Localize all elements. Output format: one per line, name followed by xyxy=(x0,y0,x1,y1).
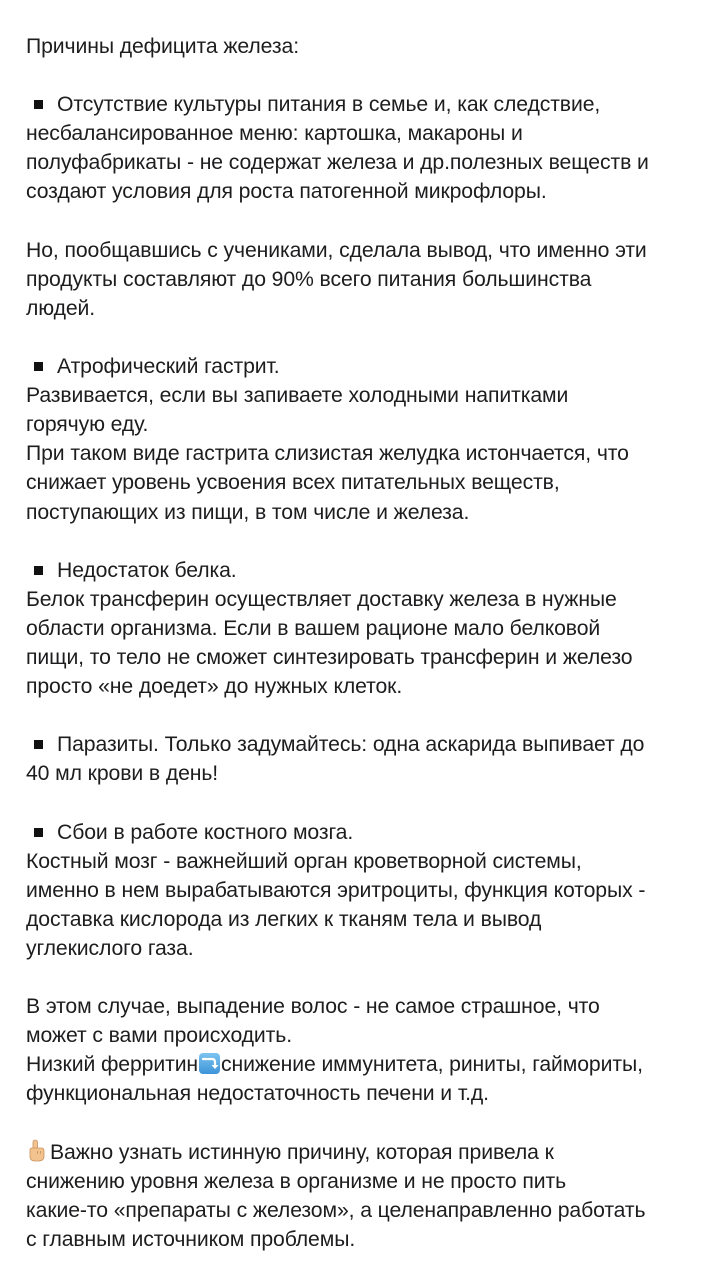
index-pointing-up-icon xyxy=(26,1139,48,1163)
right-arrow-curving-down-icon xyxy=(199,1053,220,1074)
advice-text-line: какие-то «препараты с железом», а целенаправленно работать xyxy=(26,1198,646,1222)
cause-text-line: горячую еду. xyxy=(26,413,149,437)
black-square-bullet-icon xyxy=(34,566,43,575)
black-square-bullet-icon xyxy=(34,828,43,837)
consequence-text-line: функциональная недостаточность печени и т.д. xyxy=(26,1082,489,1106)
advice-first-line: Важно узнать истинную причину, которая привела к xyxy=(26,1138,702,1167)
cause-text-line: 40 мл крови в день! xyxy=(26,762,219,786)
cause-text-line: создают условия для роста патогенной микрофлоры. xyxy=(26,180,547,204)
cause-text-line: области организма. Если в вашем рационе мало белковой xyxy=(26,616,601,640)
cause-text-line: полуфабрикаты - не содержат железа и др.полезных веществ и xyxy=(26,151,649,175)
cause-text-line: углекислого газа. xyxy=(26,936,194,960)
cause-text-line: именно в нем вырабатываются эритроциты, функция которых - xyxy=(26,878,646,902)
advice-text-line: снижению уровня железа в организме и не просто пить xyxy=(26,1169,567,1193)
cause-text-line: доставка кислорода из легких к тканям тела и вывод xyxy=(26,907,542,931)
cause-item-protein: Недостаток белка. xyxy=(26,556,702,585)
consequence-ferritin-line: Низкий ферритин снижение иммунитета, риниты, гаймориты, xyxy=(26,1053,643,1077)
cause-text-line: Костный мозг - важнейший орган кроветворной системы, xyxy=(26,849,582,873)
cause-text-line: просто «не доедет» до нужных клеток. xyxy=(26,675,403,699)
black-square-bullet-icon xyxy=(34,740,43,749)
cause-item-parasites: Паразиты. Только задумайтесь: одна аскарида выпивает до xyxy=(26,730,702,759)
cause-text-line: снижает уровень усвоения всех питательных веществ, xyxy=(26,471,560,495)
cause-text-line: поступающих из пищи, в том числе и железа. xyxy=(26,500,470,524)
cause-text-line: Развивается, если вы запиваете холодными напитками xyxy=(26,384,569,408)
black-square-bullet-icon xyxy=(34,362,43,371)
post-text xyxy=(26,32,702,1254)
black-square-bullet-icon xyxy=(34,100,43,109)
cause-text-line: Белок трансферин осуществляет доставку железа в нужные xyxy=(26,587,617,611)
cause-item-bone-marrow: Сбои в работе костного мозга. xyxy=(26,818,702,847)
consequence-text-line: В этом случае, выпадение волос - не самое страшное, что xyxy=(26,995,600,1019)
note-text-line: продукты составляют до 90% всего питания большинства xyxy=(26,267,592,291)
note-text-line: людей. xyxy=(26,296,96,320)
note-text-line: Но, пообщавшись с учениками, сделала вывод, что именно эти xyxy=(26,238,647,262)
cause-item-diet: Отсутствие культуры питания в семье и, как следствие, xyxy=(26,90,702,119)
cause-text-line: несбалансированное меню: картошка, макароны и xyxy=(26,122,523,146)
cause-text-line: пищи, то тело не сможет синтезировать трансферин и железо xyxy=(26,645,633,669)
advice-text-line: с главным источником проблемы. xyxy=(26,1227,356,1251)
consequence-text-line: может с вами происходить. xyxy=(26,1024,292,1048)
cause-text-line: При таком виде гастрита слизистая желудка истончается, что xyxy=(26,442,629,466)
post-heading: Причины дефицита железа: xyxy=(26,35,299,58)
cause-item-gastritis: Атрофический гастрит. xyxy=(26,352,702,381)
